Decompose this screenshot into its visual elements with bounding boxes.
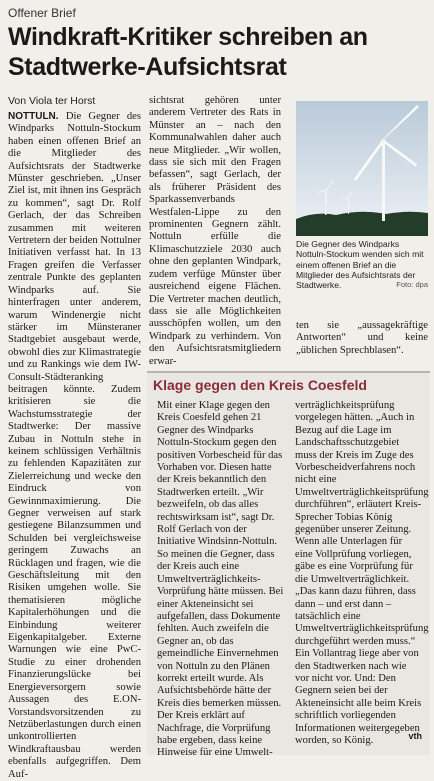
sidebar-box: [147, 371, 430, 759]
article-column-3: ten sie „aussagekräftige Antworten“ und keine „üblichen Sprechblasen“.: [296, 320, 428, 356]
article-column-2: sichtsrat gehören unter anderem Vertreter des Rats in Münster an – nach den Kommunalwahlen daher auch neue Mitglieder. „Wir wollen, dass sie sich mit den Fragen befassen“, sagt Gerlach, der als früherer Präsident des Sparkassenverbands Westfalen-Lippe zu den prominenten Gegnern zählt. Nottuln erfülle die Klimaschutzziele 2030 auch ohne den geplanten Windpark, zudem verfüge Münster über ausreichend eigene Flächen. Die Vertreter machen deutlich, dass sie alle Möglichkeiten ausschöpfen wollen, um den Windpark zu verhindern. Von den Aufsichtsratsmitgliedern erwar-: [149, 95, 281, 367]
article-headline: Windkraft-Kritiker schreiben an Stadtwerke-Aufsichtsrat: [8, 23, 368, 81]
photo-caption-text: Die Gegner des Windparks Nottuln-Stockum wenden sich mit einem offenen Brief an die Mitglieder des Aufsichtsrats der Stadtwerke.: [296, 239, 424, 291]
photo-caption: [296, 239, 428, 319]
wind-turbine-photo: [296, 101, 428, 236]
author-signature: vth: [408, 731, 422, 741]
dateline-location: NOTTULN.: [8, 111, 59, 122]
sidebar-column-1: Mit einer Klage gegen den Kreis Coesfeld gehen 21 Gegner des Windparks Nottuln-Stockum gegen den positiven Vorbescheid für das Vorhaben vor. Diesen hatte der Kreis bekanntlich den Stadtwerken erteilt. „Wir bezweifeln, ob das alles rechtswirksam ist“, sagt Dr. Rolf Gerlach von der Initiative Windsinn-Nottuln. So meinen die Gegner, dass der Kreis auch eine Umweltverträglichkeits-Vorprüfung hätte müssen. Bei einer Akteneinsicht sei aufgefallen, dass Dokumente fehlten. Auch zweifeln die Gegner an, ob das gemeindliche Einvernehmen von Nottuln zu den Plänen korrekt erteilt wurde. Als Aufsichtsbehörde hätte der Kreis dies bemerken müssen. Der Kreis erklärt auf Nachfrage, die Vorprüfung habe ergeben, dass keine Hinweise für eine Umwelt-: [157, 400, 284, 759]
sidebar-box-title: Klage gegen den Kreis Coesfeld: [153, 377, 367, 393]
article-byline: Von Viola ter Horst: [8, 95, 96, 107]
article-kicker: Offener Brief: [8, 6, 76, 20]
photo-credit: Foto: dpa: [396, 280, 428, 290]
sidebar-column-2: verträglichkeitsprüfung vorgelegen hätten. „Auch in Bezug auf die Lage im Landschaftsschutzgebiet muss der Kreis im Zuge des Vorbescheidverfahrens noch nicht eine Umweltverträglichkeitsprüfung durchführen“, erläutert Kreis-Sprecher Tobias König gegenüber unserer Zeitung. Wenn alle Unterlagen für eine Vollprüfung vorliegen, gäbe es eine Vorprüfung für die Umweltverträglichkeit. „Das kann dazu führen, dass dann – und erst dann – tatsächlich eine Umweltverträglichkeitsprüfung durchgeführt werden muss.“ Ein Vollantrag liege aber von den Stadtwerken nach wie vor nicht vor. Und: Den Gegnern seien bei der Akteneinsicht alle beim Kreis schriftlich vorliegenden Informationen weitergegeben worden, so König.: [295, 400, 429, 746]
article-column-1: [8, 111, 142, 780]
article-column-1-text: Die Gegner des Windparks Nottuln-Stockum haben einen offenen Brief an die Mitglieder des Aufsichtsrats der Stadtwerke Münster geschrieben. „Unser Ziel ist, mit ihnen ins Gespräch zu kommen“, sagt Dr. Rolf Gerlach, der das Schreiben zusammen mit weiteren Vertretern der beiden Nottulner Initiativen verfasst hat. In 13 Fragen greifen die Verfasser zentrale Punkte des geplanten Windparks auf. Sie hinterfragen unter anderem, warum Windenergie nicht stärker im Münsteraner Stadtgebiet ausgebaut werde, obwohl dies zur Klimastrategie und zu Rankings wie dem IW-Consult-Städteranking beitragen könnte. Zudem kritisieren sie die Wachstumsstrategie der Stadtwerke: Der massive Zubau in Nottuln stehe in keinem schlüssigen Verhältnis zu fehlenden Kapazitäten zur Zielerreichung und wecke den Eindruck von Gewinnmaximierung. Die Gegner verweisen auf stark gestiegene Bilanzsummen und Schulden bei vergleichsweise geringem Zuwachs an Rücklagen und fragen, wie die Geschäftsleitung mit den Risiken umgehen wolle. Sie thematisieren mögliche Kapitalerhöhungen und die Einbindung weiterer Eigenkapitalgeber. Externe Warnungen wie eine PwC-Studie zu einer drohenden Finanzierungslücke bei Energieversorgern sowie Aussagen des E.ON-Vorstandsvorsitzenden zu Netzüberlastungen durch einen unkontrollierten Windkraftausbau werden ebenfalls aufgegriffen. Dem Auf-: [8, 111, 142, 780]
